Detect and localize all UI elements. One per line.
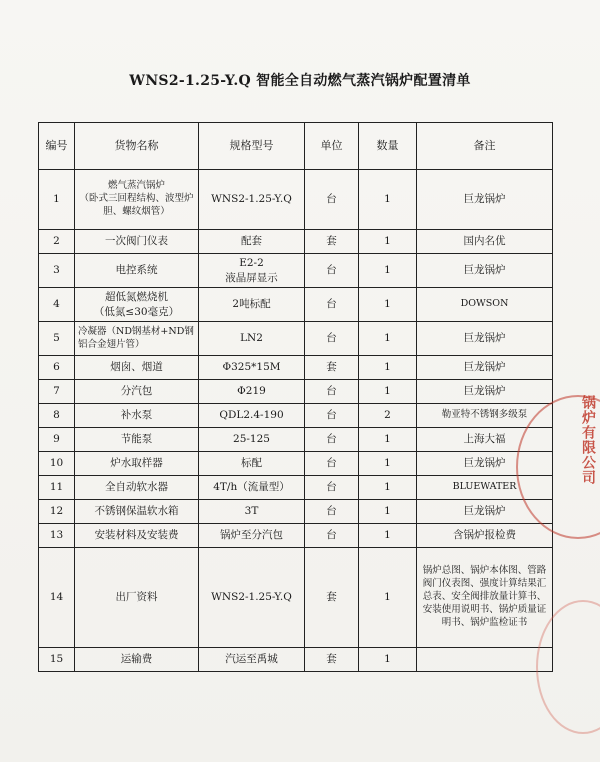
cell-qty: 1: [359, 548, 417, 648]
table-header-row: [39, 123, 553, 170]
cell-remark: 巨龙锅炉: [417, 322, 553, 356]
cell-no: 10: [39, 452, 75, 476]
cell-no: 8: [39, 404, 75, 428]
cell-name: 超低氮燃烧机 （低氮≤30毫克）: [75, 288, 199, 322]
cell-name: 不锈钢保温软水箱: [75, 500, 199, 524]
cell-no: 12: [39, 500, 75, 524]
table-row: [39, 322, 553, 356]
cell-qty: 1: [359, 288, 417, 322]
table-row: [39, 170, 553, 230]
cell-spec: QDL2.4-190: [199, 404, 305, 428]
cell-remark: [417, 648, 553, 672]
cell-no: 13: [39, 524, 75, 548]
table-row: [39, 428, 553, 452]
header-name: 货物名称: [75, 123, 199, 170]
cell-remark: BLUEWATER: [417, 476, 553, 500]
header-no: 编号: [39, 123, 75, 170]
cell-qty: 1: [359, 170, 417, 230]
cell-spec: 4T/h（流量型）: [199, 476, 305, 500]
cell-qty: 1: [359, 648, 417, 672]
cell-spec: 25-125: [199, 428, 305, 452]
cell-name: 冷凝器（ND钢基材+ND钢铝合金翅片管）: [75, 322, 199, 356]
cell-remark: 巨龙锅炉: [417, 452, 553, 476]
table-row: [39, 476, 553, 500]
cell-no: 11: [39, 476, 75, 500]
cell-spec: 汽运至禹城: [199, 648, 305, 672]
cell-spec: Φ219: [199, 380, 305, 404]
cell-no: 15: [39, 648, 75, 672]
company-seal-text: 锅炉有限公司: [580, 395, 596, 485]
cell-qty: 1: [359, 524, 417, 548]
table-row: [39, 500, 553, 524]
cell-unit: 台: [305, 322, 359, 356]
header-qty: 数量: [359, 123, 417, 170]
cell-name: 一次阀门仪表: [75, 230, 199, 254]
cell-name: 燃气蒸汽锅炉 （卧式三回程结构、波型炉胆、螺纹烟管）: [75, 170, 199, 230]
cell-spec: 3T: [199, 500, 305, 524]
cell-name: 出厂资料: [75, 548, 199, 648]
table-row: [39, 524, 553, 548]
cell-qty: 2: [359, 404, 417, 428]
cell-remark: 巨龙锅炉: [417, 254, 553, 288]
table-row: [39, 404, 553, 428]
cell-name: 运输费: [75, 648, 199, 672]
cell-name: 炉水取样器: [75, 452, 199, 476]
header-unit: 单位: [305, 123, 359, 170]
table-row: [39, 452, 553, 476]
cell-remark: 含锅炉报检费: [417, 524, 553, 548]
cell-unit: 台: [305, 452, 359, 476]
cell-spec: WNS2-1.25-Y.Q: [199, 548, 305, 648]
cell-remark: DOWSON: [417, 288, 553, 322]
cell-unit: 台: [305, 524, 359, 548]
cell-no: 3: [39, 254, 75, 288]
cell-remark: 巨龙锅炉: [417, 170, 553, 230]
cell-name: 电控系统: [75, 254, 199, 288]
cell-unit: 台: [305, 170, 359, 230]
cell-remark: 巨龙锅炉: [417, 356, 553, 380]
cell-unit: 套: [305, 230, 359, 254]
cell-unit: 台: [305, 254, 359, 288]
cell-unit: 台: [305, 476, 359, 500]
table-row: [39, 548, 553, 648]
cell-name: 分汽包: [75, 380, 199, 404]
configuration-table: [38, 122, 553, 672]
cell-name: 全自动软水器: [75, 476, 199, 500]
cell-remark: 巨龙锅炉: [417, 380, 553, 404]
cell-qty: 1: [359, 230, 417, 254]
cell-no: 14: [39, 548, 75, 648]
cell-remark: 锅炉总图、锅炉本体图、管路阀门仪表图、强度计算结果汇总表、安全阀排放量计算书、安装使用说明书、锅炉质量证明书、锅炉监检证书: [417, 548, 553, 648]
cell-spec: 锅炉至分汽包: [199, 524, 305, 548]
table-row: [39, 288, 553, 322]
cell-spec: LN2: [199, 322, 305, 356]
cell-unit: 台: [305, 288, 359, 322]
cell-qty: 1: [359, 476, 417, 500]
cell-name: 节能泵: [75, 428, 199, 452]
cell-no: 7: [39, 380, 75, 404]
cell-unit: 台: [305, 380, 359, 404]
cell-spec: 配套: [199, 230, 305, 254]
table-row: [39, 380, 553, 404]
cell-qty: 1: [359, 322, 417, 356]
cell-spec: WNS2-1.25-Y.Q: [199, 170, 305, 230]
cell-unit: 台: [305, 500, 359, 524]
cell-qty: 1: [359, 380, 417, 404]
cell-unit: 套: [305, 548, 359, 648]
cell-qty: 1: [359, 500, 417, 524]
table-row: [39, 356, 553, 380]
cell-spec: 标配: [199, 452, 305, 476]
cell-name: 安装材料及安装费: [75, 524, 199, 548]
table-row: [39, 230, 553, 254]
cell-unit: 套: [305, 356, 359, 380]
table-row: [39, 648, 553, 672]
cell-no: 1: [39, 170, 75, 230]
cell-unit: 套: [305, 648, 359, 672]
cell-name: 补水泵: [75, 404, 199, 428]
cell-remark: 巨龙锅炉: [417, 500, 553, 524]
cell-qty: 1: [359, 452, 417, 476]
cell-remark: 勒亚特不锈钢多级泵: [417, 404, 553, 428]
cell-unit: 台: [305, 404, 359, 428]
cell-spec: 2吨标配: [199, 288, 305, 322]
cell-qty: 1: [359, 428, 417, 452]
table-row: [39, 254, 553, 288]
cell-name: 烟囱、烟道: [75, 356, 199, 380]
cell-no: 5: [39, 322, 75, 356]
cell-remark: 上海大福: [417, 428, 553, 452]
cell-no: 4: [39, 288, 75, 322]
cell-qty: 1: [359, 254, 417, 288]
cell-no: 2: [39, 230, 75, 254]
cell-qty: 1: [359, 356, 417, 380]
header-remark: 备注: [417, 123, 553, 170]
page-title: WNS2-1.25-Y.Q 智能全自动燃气蒸汽锅炉配置清单: [129, 73, 471, 89]
cell-no: 6: [39, 356, 75, 380]
cell-no: 9: [39, 428, 75, 452]
cell-spec: E2-2 液晶屏显示: [199, 254, 305, 288]
cell-spec: Φ325*15M: [199, 356, 305, 380]
header-spec: 规格型号: [199, 123, 305, 170]
cell-unit: 台: [305, 428, 359, 452]
cell-remark: 国内名优: [417, 230, 553, 254]
